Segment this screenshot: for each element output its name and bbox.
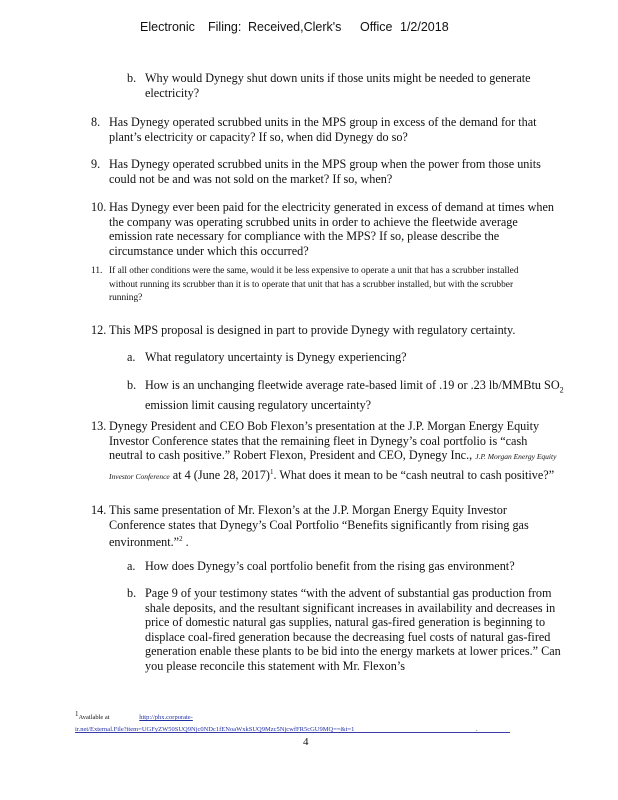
- footnote-link-part-2[interactable]: ir.net/External.File?item=UGFyZW50SUQ9Njc0NDc1fENoaWxkSUQ9Mzc5NjcwfFR5cGU9MQ==&t=1: [75, 726, 355, 734]
- page-number: 4: [303, 736, 309, 748]
- question-7b: [127, 71, 572, 100]
- item-text: This same presentation of Mr. Flexon’s at the J.P. Morgan Energy Equity Investor Conference states that Dynegy’s Coal Portfolio “Benefits significantly from rising gas environment.”$^2$ .: [109, 503, 529, 550]
- footnote-text: Available at: [78, 714, 110, 722]
- conference-reference: J.P. Morgan Energy Equity Investor Conference: [109, 452, 557, 481]
- item-label: a.: [127, 350, 136, 364]
- footnote-end: .: [475, 726, 478, 734]
- footnote-number: 1: [75, 710, 79, 718]
- item-number: 12.: [91, 323, 107, 337]
- item-text: Dynegy President and CEO Bob Flexon’s presentation at the J.P. Morgan Energy Equity Investor Conference states that the remaining fleet in Dynegy’s coal portfolio is “cash neutral to cash positive.” Robert Flexon, President and CEO, Dynegy Inc., J.P. Morgan Energy Equity Investor Conference at 4 (June 28, 2017)$^1$. What does it mean to be “cash neutral to cash positive?”: [109, 419, 557, 482]
- question-12: [91, 323, 561, 338]
- question-13: [91, 419, 561, 484]
- item-number: 9.: [91, 157, 101, 171]
- item-text: How is an unchanging fleetwide average rate-based limit of .19 or .23 lb/MMBtu $SO_2$ emission limit causing regulatory uncertainty?: [145, 378, 564, 412]
- item-number: 11.: [91, 266, 103, 276]
- item-label: b.: [127, 378, 137, 392]
- question-9: [91, 157, 561, 186]
- item-text: Has Dynegy operated scrubbed units in the MPS group in excess of the demand for that plant’s electricity or capacity? If so, when did Dynegy do so?: [109, 115, 537, 144]
- question-12b: [127, 378, 572, 412]
- header-filing: Filing:: [208, 20, 242, 34]
- question-10: [91, 200, 561, 258]
- footnote-marker[interactable]: 1: [269, 467, 274, 476]
- question-14a: [127, 559, 562, 574]
- footnote-link-part-1[interactable]: http://phx.corporate-: [139, 714, 193, 722]
- item-text: If all other conditions were the same, would it be less expensive to operate a unit that has a scrubber installed without running its scrubber than it is to operate that unit that has a scrubber installed, but with the scrubber running?: [109, 266, 519, 303]
- item-number: 8.: [91, 115, 101, 129]
- question-14b: [127, 586, 572, 673]
- item-label: b.: [127, 586, 137, 600]
- item-number: 14.: [91, 503, 107, 517]
- header-office: Office: [360, 20, 393, 34]
- item-number: 13.: [91, 419, 107, 433]
- item-label: b.: [127, 71, 137, 85]
- filing-header: [140, 20, 480, 34]
- item-text: Why would Dynegy shut down units if those units might be needed to generate electricity?: [145, 71, 531, 100]
- item-label: a.: [127, 559, 136, 573]
- header-received: Received,Clerk's: [248, 20, 342, 34]
- item-text: Has Dynegy ever been paid for the electricity generated in excess of demand at times when the company was operating scrubbed units in order to achieve the fleetwide average emission rate necessary for compliance with the MPS? If so, please describe the circumstance under which this occurred?: [109, 200, 555, 258]
- question-14: [91, 503, 561, 550]
- question-12a: [127, 350, 562, 365]
- item-text: Page 9 of your testimony states “with the advent of substantial gas production from shale deposits, and the resultant significant increases in availability and decreases in price of domestic natural gas supplies, natural gas-fired generation is beginning to displace coal-fired generation because the decreasing fuel costs of natural gas-fired generation enable these plants to be bid into the energy markets at lower prices.” Can you please reconcile this statement with Mr. Flexon’s: [145, 586, 561, 673]
- question-11: [91, 265, 541, 306]
- item-number: 10.: [91, 200, 107, 214]
- header-date: 1/2/2018: [400, 20, 449, 34]
- item-text: Has Dynegy operated scrubbed units in the MPS group when the power from those units could not be and was not sold on the market? If so, when?: [109, 157, 541, 186]
- header-electronic: Electronic: [140, 20, 195, 34]
- footnote-link-underline: [75, 732, 510, 733]
- item-text: What regulatory uncertainty is Dynegy experiencing?: [145, 350, 407, 364]
- question-8: [91, 115, 561, 144]
- item-text: This MPS proposal is designed in part to provide Dynegy with regulatory certainty.: [109, 323, 516, 337]
- footnote-marker[interactable]: 2: [179, 535, 183, 543]
- item-text: How does Dynegy’s coal portfolio benefit from the rising gas environment?: [145, 559, 515, 573]
